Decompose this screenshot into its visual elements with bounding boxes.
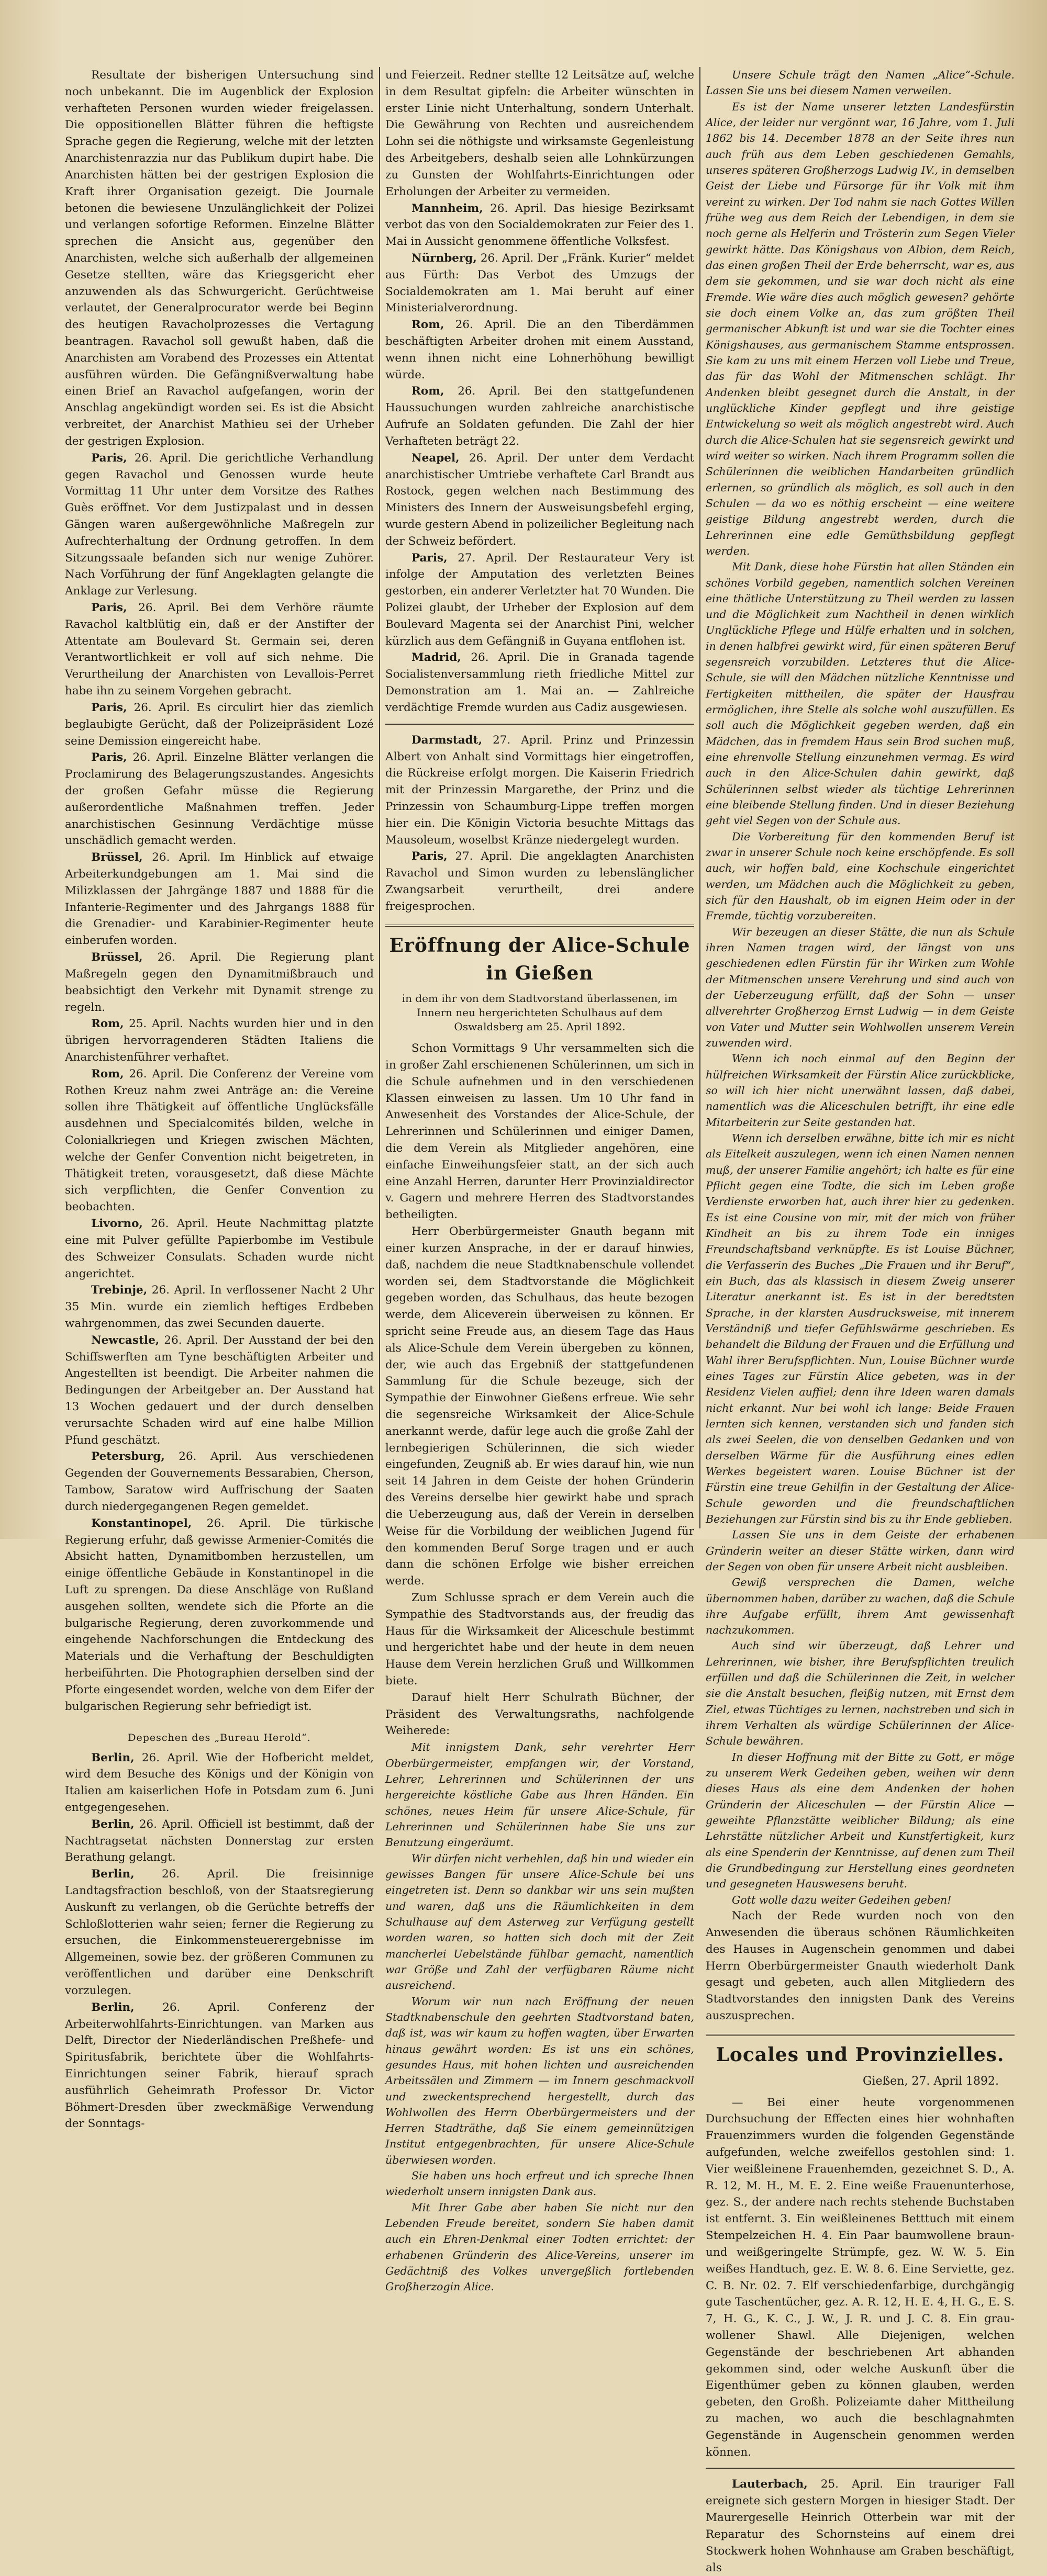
item-place: Rom,: [91, 1017, 124, 1031]
item-text: Zum Schlusse sprach er dem Verein auch die Sympathie des Stadtvorstands aus, der freudig das Haus für die Wirksamkeit der Aliceschule bestimmt und hergerichtet habe und der heute in dem neuen Hause dem Verein herzlichen Gruß und Willkommen biete.: [385, 1591, 694, 1688]
speech-text-continued: [706, 67, 1015, 1908]
item-text: Mit Ihrer Gabe aber haben Sie nicht nur den Lebenden Freude bereitet, sondern Sie haben damit auch ein Ehren-Denkmal einer Todten errichtet: der erhabenen Gründerin des Alice-Vereins, unserer im Gedächtniß des Volkes unvergeßlich fortlebenden Großherzogin Alice.: [385, 2201, 694, 2293]
item-text: 26. April. Der Ausstand der bei den Schiffswerften am Tyne beschäftigten Arbeiter und Angestellten ist beendigt. Die Arbeiter nahmen die Bedingungen der Arbeitgeber an. Der Ausstand hat 13 Wochen gedauert und der durch denselben verursachte Schaden wird auf eine halbe Million Pfund geschätzt.: [65, 1333, 374, 1447]
item-text: 26. April. Die gerichtliche Verhandlung gegen Ravachol und Genossen wurde heute Vormittag 11 Uhr unter dem Vorsitze des Rathes Guès eröffnet. Vor dem Justizpalast und in dessen Gängen waren außergewöhnliche Maßregeln zur Aufrechterhaltung der Ordnung getroffen. In dem Sitzungssaale befanden sich nur wenige Zuhörer. Nach Vorführung der fünf Angeklagten gelangte die Anklage zur Verlesung.: [65, 451, 374, 598]
news-item: [65, 1216, 374, 1282]
paragraph: [706, 1892, 1015, 1908]
paragraph: [706, 1638, 1015, 1749]
item-place: Petersburg,: [91, 1450, 165, 1464]
item-text: 26. April. Heute Nachmittag platzte eine mit Pulver gefüllte Papierbombe im Vestibule des Schweizer Consulats. Schaden wurde nicht angerichtet.: [65, 1217, 374, 1280]
paragraph: [706, 99, 1015, 559]
paragraph: [706, 559, 1015, 829]
news-dispatches-late: [385, 732, 694, 915]
news-item: [65, 1866, 374, 1999]
item-text: 26. April. Die türkische Regierung erfuhr, daß gewisse Armenier-Comités die Absicht hatten, Dynamitbomben herzustellen, um einige öffentliche Gebäude in Konstantinopel in die Luft zu sprengen. Da diese Anschläge von Rußland ausgehen sollten, wendete sich die Pforte an die bulgarische Regierung, deren zuvorkommende und eingehende Nachforschungen die Entdeckung des Materials und die Verhaftung der Beschuldigten herbeiführten. Die Photographien derselben sind der Pforte eingesendet worden, welche von dem Eifer der bulgarischen Regierung sehr befriedigt ist.: [65, 1516, 374, 1713]
item-place: Berlin,: [91, 1817, 135, 1831]
item-place: Paris,: [91, 601, 127, 614]
separator-double: [385, 925, 694, 927]
item-place: Paris,: [411, 551, 448, 565]
closing-paragraph: Nach der Rede wurden noch von den Anwesenden die überaus schönen Räumlichkeiten des Hauses in Augenschein genommen und dabei Herrn Oberbürgermeister Gnauth wiederholt Dank gesagt und gebeten, auch allen Mitgliedern des Stadtvorstandes den innigsten Dank des Vereins auszusprechen.: [706, 1909, 1015, 2022]
news-item: [65, 1999, 374, 2133]
item-text: 26. April. Das hiesige Bezirksamt verbot das von den Socialdemokraten zur Feier des 1. Mai in Aussicht genommene öffentliche Volksfest.: [385, 201, 694, 249]
item-place: Brüssel,: [91, 951, 143, 964]
news-item: [385, 250, 694, 317]
speech-text: [385, 1739, 694, 2294]
item-text: 26. April. Der unter dem Verdacht anarchistischer Umtriebe verhaftete Carl Brandt aus Rostock, gegen welchen nach Bestimmung des Ministers des Innern der Ausweisungsbefehl erging, wurde gestern Abend in polizeilicher Begleitung nach der Schweiz befördert.: [385, 451, 694, 548]
item-place: Madrid,: [411, 651, 461, 665]
article-body: [385, 1040, 694, 1739]
news-item: [385, 649, 694, 716]
paragraph: [385, 2200, 694, 2295]
news-item: [65, 1816, 374, 1866]
item-text: Sie haben uns hoch erfreut und ich spreche Ihnen wiederholt unsern innigsten Dank aus.: [385, 2169, 694, 2198]
herold-heading: Depeschen des „Bureau Herold“.: [128, 1732, 311, 1744]
paragraph: [385, 1739, 694, 1850]
item-place: Darmstadt,: [411, 733, 483, 747]
news-item: [65, 450, 374, 600]
item-place: Rom,: [91, 1067, 124, 1081]
item-text: Darauf hielt Herr Schulrath Büchner, der Präsident des Verwaltungsraths, nachfolgende Weiherede:: [385, 1691, 694, 1738]
item-text: 26. April. Wie der Hofbericht meldet, wird dem Besuche des Königs und der Königin von Italien am kaiserlichen Hofe in Potsdam zum 6. Juni entgegengesehen.: [65, 1751, 374, 1814]
item-place: Paris,: [91, 451, 127, 465]
paragraph: [706, 924, 1015, 1051]
separator-line: [385, 724, 694, 725]
item-place: Nürnberg,: [411, 251, 477, 265]
news-item: [65, 1515, 374, 1715]
item-text: 27. April. Die angeklagten Anarchisten Ravachol und Simon wurden zu lebenslänglicher Zwangsarbeit verurtheilt, drei andere freigesprochen.: [385, 850, 694, 913]
item-text: 27. April. Der Restaurateur Very ist infolge der Amputation des verletzten Beines gestorben, ein anderer Verletzter hat 70 Wunden. Die Polizei glaubt, der Urheber der Explosion auf dem Boulevard Magenta sei der Anarchist Pini, welcher kürzlich aus dem Gefängniß in Guyana entflohen ist.: [385, 551, 694, 648]
herold-dispatches: [65, 1750, 374, 2133]
item-text: Wenn ich noch einmal auf den Beginn der hülfreichen Wirksamkeit der Fürstin Alice zurückblicke, so will ich hier nicht unerwähnt lassen, daß dabei, namentlich was die Aliceschulen betrifft, ihr eine edle Mitarbeiterin zur Seite gestanden hat.: [706, 1052, 1015, 1129]
news-dispatches: [65, 67, 374, 1715]
column-3: [706, 67, 1015, 2574]
article-headline: Eröffnung der Alice-Schule in Gießen: [389, 934, 690, 984]
column-2: [385, 67, 694, 2293]
article-subheadline: in dem ihr von dem Stadtvorstand überlassenen, im Innern neu hergerichteten Schulhaus auf dem Oswaldsberg am 25. April 1892.: [402, 992, 678, 1033]
item-text: Gewiß versprechen die Damen, welche übernommen haben, darüber zu wachen, daß die Schule ihre Aufgabe erfüllt, ihrem Amt gewissenhaft nachzukommen.: [706, 1576, 1015, 1637]
paragraph: [65, 67, 374, 450]
news-item: [385, 450, 694, 550]
news-item: [385, 200, 694, 250]
paragraph: [385, 67, 694, 200]
item-text: 26. April. Die an den Tiberdämmen beschäftigten Arbeiter drohen mit einem Ausstand, wenn ihnen nicht eine Lohnerhöhung bewilligt würde.: [385, 318, 694, 381]
news-dispatches-continued: [385, 67, 694, 716]
item-place: Mannheim,: [411, 201, 483, 215]
news-item: [65, 1282, 374, 1332]
news-item: [65, 1016, 374, 1065]
item-text: Lassen Sie uns in dem Geiste der erhabenen Gründerin weiter an dieser Stätte wirken, dann wird der Segen von oben für unsere Arbeit nicht ausbleiben.: [706, 1528, 1015, 1573]
paragraph: [706, 2095, 1015, 2461]
paragraph: [385, 1851, 694, 1994]
news-item: [65, 949, 374, 1016]
item-text: Wir dürfen nicht verhehlen, daß hin und wieder ein gewisses Bangen für unsere Alice-Schule bei uns eingetreten ist. Denn so dankbar wir uns sein mußten und waren, daß uns die Räumlichkeiten in dem Schulhause auf dem Asterweg zur Verfügung gestellt worden waren, so hatten sich doch mit der Zeit mancherlei Uebelstände fühlbar gemacht, namentlich war Größe und Zahl der verfügbaren Räume nicht ausreichend.: [385, 1852, 694, 1992]
item-text: 26. April. Aus verschiedenen Gegenden der Gouvernements Bessarabien, Cherson, Tambow, Saratow wird Auffrischung der Saaten durch niedergegangenen Regen gemeldet.: [65, 1450, 374, 1513]
dateline: Gießen, 27. April 1892.: [862, 2075, 999, 2088]
item-place: Neapel,: [411, 451, 460, 465]
item-place: Berlin,: [91, 1868, 135, 1881]
news-item: [65, 1750, 374, 1816]
paragraph: [706, 1130, 1015, 1527]
item-place: Newcastle,: [91, 1333, 160, 1347]
item-text: 26. April. Conferenz der Arbeiterwohlfahrts-Einrichtungen. van Marken aus Delft, Director der Niederländischen Preßhefe- und Spiritusfabrik, berichtete über die Wohlfahrts-Einrichtungen seiner Fabrik, hierauf sprach ausführlich Geheimrath Professor Dr. Victor Böhmert-Dresden über zweckmäßige Verwendung der Sonntags-: [65, 2000, 374, 2131]
item-place: Livorno,: [91, 1217, 143, 1231]
item-text: 27. April. Prinz und Prinzessin Albert von Anhalt sind Vormittags hier eingetroffen, die Rückreise erfolgt morgen. Die Kaiserin Friedrich mit der Prinzessin Margarethe, der Prinz und die Prinzessin von Schaumburg-Lippe treffen morgen hier ein. Die Königin Victoria besuchte Mittags das Mausoleum, woselbst Kränze niedergelegt wurden.: [385, 733, 694, 847]
item-text: Mit innigstem Dank, sehr verehrter Herr Oberbürgermeister, empfangen wir, der Vorstand, Lehrer, Lehrerinnen und Schülerinnen der uns hergereichte köstliche Gabe aus Ihren Händen. Ein schönes, neues Heim für unsere Alice-Schule, für Lehrerinnen und Schülerinnen habe Sie uns zur Benutzung eingeräumt.: [385, 1741, 694, 1849]
item-text: 26. April. Es circulirt hier das ziemlich beglaubigte Gerücht, daß der Polizeipräsident Lozé seine Demission eingereicht habe.: [65, 701, 374, 748]
paragraph: [706, 1051, 1015, 1130]
news-item: [65, 849, 374, 949]
news-item: [385, 848, 694, 915]
paragraph: [706, 67, 1015, 99]
item-place: Berlin,: [91, 2000, 135, 2014]
paragraph: [385, 1223, 694, 1590]
item-text: 26. April. Die Regierung plant Maßregeln gegen den Dynamitmißbrauch und beabsichtigt den Verkehr mit Dynamit strenge zu regeln.: [65, 951, 374, 1014]
item-text: Die Vorbereitung für den kommenden Beruf ist zwar in unserer Schule noch keine erschöpfende. Es soll auch, wir hoffen bald, eine Kochschule eingerichtet werden, um Mädchen auch die Möglichkeit zu geben, sich für den Haushalt, ob im eignen Heim oder in der Fremde, tüchtig vorzubereiten.: [706, 830, 1015, 923]
separator-line: [706, 2468, 1015, 2469]
item-place: Rom,: [411, 318, 444, 332]
item-text: 26. April. Die freisinnige Landtagsfraction beschloß, von der Staatsregierung Auskunft zu verlangen, ob die Gerüchte betreffs der Schloßlotterien wahr seien; ferner die Regierung zu ersuchen, die Einkommensteuerergebnisse im Allgemeinen, sowie bez. der größeren Communen zu veröffentlichen und darüber eine Denkschrift vorzulegen.: [65, 1868, 374, 1997]
item-place: Rom,: [411, 385, 444, 398]
item-text: 26. April. Die Conferenz der Vereine vom Rothen Kreuz nahm zwei Anträge an: die Vereine sollen ihre Thätigkeit auf öffentliche Unglücksfälle ausdehnen und Specialcomités bilden, welche in Colonialkriegen und Kriegen zwischen Mächten, welche der Genfer Convention nicht beigetreten, in Thätigkeit treten, vorausgesetzt, daß diese Mächte sich verpflichten, die Genfer Convention zu beobachten.: [65, 1067, 374, 1214]
news-item: [65, 749, 374, 849]
item-text: und Feierzeit. Redner stellte 12 Leitsätze auf, welche in dem Resultat gipfeln: die Arbeiter wünschten in erster Linie nicht Unterhaltung, sondern Unterhalt. Die Gewährung von Rechten und ausreichendem Lohn sei die nöthigste und wirksamste Gegenleistung des Arbeitgebers, deshalb seien alle Lohnkürzungen zu Gunsten der Wohlfahrts-Einrichtungen oder Erholungen der Arbeiter zu vermeiden.: [385, 69, 694, 198]
news-item: [65, 1448, 374, 1515]
item-text: 25. April. Nachts wurden hier und in den übrigen hervorragenderen Städten Italiens die Anarchistenführer verhaftet.: [65, 1017, 374, 1064]
item-text: 26. April. Officiell ist bestimmt, daß der Nachtragsetat nächsten Donnerstag zur ersten Berathung gelangt.: [65, 1817, 374, 1864]
column-rule: [699, 67, 700, 1528]
item-text: Schon Vormittags 9 Uhr versammelten sich die in großer Zahl erschienenen Schülerinnen, um sich in die Schule aufnehmen und in den verschiedenen Klassen einweisen zu lassen. Um 10 Uhr fand in Anwesenheit des Vorstandes der Alice-Schule, der Lehrerinnen und Schülerinnen und einiger Damen, die dem Verein als Mitglieder angehören, eine einfache Einweihungsfeier statt, an der sich auch eine Anzahl Herren, darunter Herr Provinzialdirector v. Gagern und mehrere Herren des Stadtvorstandes betheiligten.: [385, 1042, 694, 1222]
item-text: Worum wir nun nach Eröffnung der neuen Stadtknabenschule den geehrten Stadtvorstand baten, daß ist, was wir kaum zu hoffen wagten, über Erwarten hinaus gewährt worden: Es ist uns ein schönes, gesundes Haus, mit hohen lichten und ausreichenden Arbeitssälen und Zimmern — im Innern geschmackvoll und zweckentsprechend hergestellt, durch das Wohlwollen des Herrn Oberbürgermeisters und der Herren Stadträthe, daß Sie einem gemeinnützigen Institut entgegenbrachten, für unsere Alice-Schule überwiesen worden.: [385, 1995, 694, 2166]
item-place: Paris,: [91, 701, 127, 714]
item-place: Berlin,: [91, 1751, 135, 1764]
news-item: [385, 317, 694, 383]
columns: [65, 67, 1022, 2574]
item-text: 26. April. Bei dem Verhöre räumte Ravachol kaltblütig ein, daß er der Anstifter der Attentate am Boulevard St. Germain sei, deren Verantwortlichkeit er voll auf sich nehme. Die Verurtheilung der Anarchisten von Levallois-Perret habe ihn zu seinem Vorgehen gebracht.: [65, 601, 374, 698]
item-place: Paris,: [91, 751, 127, 764]
item-text: — Bei einer heute vorgenommenen Durchsuchung der Effecten eines hier wohnhaften Frauenzimmers wurden die folgenden Gegenstände aufgefunden, welche zweifellos gestohlen sind: 1. Vier weißleinene Frauenhemden, gezeichnet S. D., A. R. 12, M. H., M. E. 2. Eine weiße Frauenunterhose, gez. S., der andere nach rechts stehende Buchstaben ist entfernt. 3. Ein weißleinenes Betttuch mit einem Stempelzeichen H. 4. Ein Paar baumwollene braun- und weißgeringelte Strümpfe, gez. W. W. 5. Ein weißes Handtuch, gez. E. W. 8. 6. Eine Serviette, gez. C. B. Nr. 02. 7. Elf verschiedenfarbige, durchgängig gute Taschentücher, gez. A. R. 12, H. E. 4, H. G., E. S. 7, H. G., K. C., J. W., J. R. und J. C. 8. Ein grau-wollener Shawl. Alle Diejenigen, welchen Gegenstände der beschriebenen Art abhanden gekommen sind, oder welche Auskunft über die Eigenthümer geben zu können glauben, werden gebeten, den Großh. Polizeiamte daher Mittheilung zu machen, wo auch die beschlagnahmten Gegenstände in Augenschein genommen werden können.: [706, 2096, 1015, 2459]
item-place: Brüssel,: [91, 851, 143, 864]
item-place: Paris,: [411, 850, 448, 863]
item-text: 26. April. Im Hinblick auf etwaige Arbeiterkundgebungen am 1. Mai sind die Milizklassen der Jahrgänge 1887 und 1888 für die Infanterie-Regimenter und des Jahrgangs 1888 für die Grenadier- und Karabinier-Regimenter heute einberufen worden.: [65, 851, 374, 948]
item-text: Mit Dank, diese hohe Fürstin hat allen Ständen ein schönes Vorbild gegeben, namentlich solchen Vereinen eine thätliche Unterstützung zu Theil werden zu lassen und die Möglichkeit zum Nachtheil in denen wirklich Unglückliche Pflege und Hülfe erhalten und in solchen, in denen halbfrei gewirkt wird, für einen späteren Beruf segensreich vorzubilden. Letzteres thut die Alice-Schule, sie will den Mädchen nützliche Kenntnisse und Fertigkeiten mittheilen, die später der Hausfrau ermöglichen, ihre Stelle als solche wohl auszufüllen. Es soll auch die Möglichkeit gegeben werden, daß ein Mädchen, das in fremdem Haus sein Brod suchen muß, eine ehrenvolle Stellung einzunehmen vermag. Es wird auch in den Alice-Schulen dahin gewirkt, daß Schülerinnen selbst wieder als tüchtige Lehrerinnen eine bleibende Stellung finden. Und in dieser Beziehung geht viel Segen von der Schule aus.: [706, 560, 1015, 827]
item-text: Resultate der bisherigen Untersuchung sind noch unbekannt. Die im Augenblick der Explosion verhafteten Personen wurden wieder freigelassen. Die oppositionellen Blätter führen die heftigste Sprache gegen die Regierung, welche mit der letzten Anarchistenrazzia nur das Publikum dupirt habe. Die Anarchisten hätten bei der gestrigen Explosion die Kraft ihrer Organisation gezeigt. Die Journale betonen die bewiesene Unzulänglichkeit der Polizei und verlangen sofortige Reformen. Einzelne Blätter sprechen die Ansicht aus, gegenüber den Anarchisten, welche sich außerhalb der allgemeinen Gesetze stellten, wäre das Kriegsgericht eher anzuwenden als das Schwurgericht. Gerüchtweise verlautet, der Generalprocurator werde bei Beginn des heutigen Ravacholprozesses die Vertagung beantragen. Ravachol soll gewußt haben, daß die Anarchisten am Vorabend des Prozesses ein Attentat ausführen würden. Die Gefängnißverwaltung habe einen Brief an Ravachol aufgefangen, worin der Anschlag angekündigt worden sei. Es ist die Absicht verbreitet, der Anarchist Mathieu sei der Urheber der gestrigen Explosion.: [65, 69, 374, 448]
paragraph: [385, 1590, 694, 1690]
item-place: Trebinje,: [91, 1284, 148, 1297]
paragraph: [385, 2168, 694, 2200]
news-item: [706, 2476, 1015, 2576]
item-text: Wenn ich derselben erwähne, bitte ich mir es nicht als Eitelkeit auszulegen, wenn ich einen Namen nennen muß, der unserer Familie angehört; ich halte es für eine Pflicht gegen eine Todte, die sich im Leben große Verdienste erworben hat, auch ihrer hier zu gedenken. Es ist eine Cousine von mir, mit der mich von früher Kindheit an bis zu ihrem Tode ein inniges Freundschaftsband verknüpfte. Es ist Louise Büchner, die Verfasserin des Buches „Die Frauen und ihr Beruf“, ein Buch, das als klassisch in diesem Zweig unserer Literatur anerkannt ist. Es ist in der beredtsten Sprache, in der klarsten Ausdrucksweise, mit innerem Verständniß und tiefer Gefühlswärme geschrieben. Es behandelt die Bildung der Frauen und die Erfüllung und Wahl ihrer Berufspflichten. Nun, Louise Büchner wurde eines Tages zur Fürstin Alice gebeten, was in der Residenz Vielen auffiel; denn ihre Ideen waren damals nicht erkannt. Nur bei wohl ich lange: Beide Frauen lernten sich kennen, verstanden sich und fanden sich als zwei Seelen, die von denselben Gedanken und von derselben Wärme für die Ausführung eines edlen Werkes begeistert waren. Louise Büchner ist der Fürstin eine treue Gehilfin in der Gestaltung der Alice-Schule geworden und die freundschaftlichen Beziehungen zur Fürstin sind bis zu ihr Ende geblieben.: [706, 1131, 1015, 1525]
paragraph: [706, 1527, 1015, 1574]
news-item: [385, 550, 694, 650]
item-text: Gott wolle dazu weiter Gedeihen geben!: [732, 1893, 952, 1906]
locales-body: [706, 2095, 1015, 2461]
paragraph: [385, 1040, 694, 1223]
item-text: 26. April. Die in Granada tagende Socialistenversammlung rieth friedliche Mittel zur Demonstration am 1. Mai an. — Zahlreiche verdächtige Fremde wurden aus Cadiz ausgewiesen.: [385, 651, 694, 714]
item-place: Lauterbach,: [732, 2478, 808, 2491]
item-text: In dieser Hoffnung mit der Bitte zu Gott, er möge zu unserem Werk Gedeihen geben, weihen wir denn dieses Haus als eine dem Andenken der hohen Gründerin der Aliceschulen — der Fürstin Alice — geweihte Pflanzstätte weiblicher Bildung; als eine Lehrstätte nützlicher Arbeit und Kunstfertigkeit, kurz als eine Spenderin der Kenntnisse, auf denen zum Theil die Grundbedingung zur Herstellung eines geordneten und gesegneten Hauswesens beruht.: [706, 1750, 1015, 1891]
news-item: [65, 1066, 374, 1216]
item-text: 26. April. Der „Fränk. Kurier“ meldet aus Fürth: Das Verbot des Umzugs der Socialdemokraten am 1. Mai beruht auf einer Ministerialverordnung.: [385, 251, 694, 315]
paragraph: [706, 1749, 1015, 1892]
item-text: Wir bezeugen an dieser Stätte, die nun als Schule ihren Namen tragen wird, der längst von uns geschiedenen edlen Fürstin für ihr Wirken zum Wohle der Mitmenschen unsere Verehrung und sind auch von der Ueberzeugung erfüllt, daß der Sohn — unser allverehrter Großherzog Ernst Ludwig — in dem Geiste von Vater und Mutter sein Wohlwollen unserem Verein zuwenden wird.: [706, 925, 1015, 1050]
paragraph: [385, 1690, 694, 1739]
item-text: Unsere Schule trägt den Namen „Alice“-Schule. Lassen Sie uns bei diesem Namen verweilen.: [706, 69, 1015, 97]
column-1: [65, 67, 374, 2131]
separator-double: [706, 2034, 1015, 2036]
item-text: Herr Oberbürgermeister Gnauth begann mit einer kurzen Ansprache, in der er darauf hinwies, daß, nachdem die neue Stadtknabenschule vollendet worden sei, dem Stadtvorstande die Möglichkeit gegeben worden, das Schulhaus, das heute bezogen werde, dem Aliceverein überweisen zu können. Er spricht seine Freude aus, an diesem Tage das Haus als Alice-Schule dem Verein übergeben zu können, der, wie auch das Ergebniß der stattgefundenen Sammlung für die Schule bezeuge, sich der Sympathie der Einwohner Gießens erfreue. Wie sehr die segensreiche Wirksamkeit der Alice-Schule anerkannt werde, dafür lege auch die große Zahl der lernbegierigen Schülerinnen, die sich wieder eingefunden, Zeugniß ab. Er wies darauf hin, wie nun seit 14 Jahren in dem Geiste der hohen Gründerin des Vereins derselbe hier gewirkt habe und sprach die Ueberzeugung aus, daß der Verein in derselben Weise für die Vorbildung der weiblichen Jugend für den kommenden Beruf Sorge tragen und er auch dann die schönen Erfolge wie bisher erreichen werde.: [385, 1225, 694, 1588]
news-item: [385, 732, 694, 849]
item-place: Konstantinopel,: [91, 1516, 192, 1530]
item-text: 26. April. Bei den stattgefundenen Haussuchungen wurden zahlreiche anarchistische Aufrufe an Soldaten gefunden. Die Zahl der hier Verhafteten beträgt 22.: [385, 385, 694, 448]
column-rule: [379, 67, 380, 1528]
item-text: 26. April. Einzelne Blätter verlangen die Proclamirung des Belagerungszustandes. Angesichts der großen Gefahr müsse die Regierung außerordentliche Maßnahmen treffen. Jeder anarchistischen Gesinnung Verdächtige müsse unschädlich gemacht werden.: [65, 751, 374, 848]
paragraph: [706, 829, 1015, 924]
news-item: [65, 600, 374, 700]
news-item: [65, 700, 374, 749]
paragraph: [706, 1574, 1015, 1638]
item-text: 25. April. Ein trauriger Fall ereignete sich gestern Morgen in hiesiger Stadt. Der Maurergeselle Heinrich Otterbein war mit der Reparatur des Schornsteins auf einem drei Stockwerk hohen Wohnhause am Graben beschäftigt, als: [706, 2478, 1015, 2574]
paragraph: [385, 1994, 694, 2168]
news-item: [385, 383, 694, 449]
item-text: Auch sind wir überzeugt, daß Lehrer und Lehrerinnen, wie bisher, ihre Berufspflichten treulich erfüllen und daß die Schülerinnen die Zeit, in welcher sie die Anstalt besuchen, fleißig nutzen, mit Ernst dem Ziel, etwas Tüchtiges zu lernen, nachstreben und sich in ihrem Verhalten als würdige Schülerinnen der Alice-Schule bewähren.: [706, 1639, 1015, 1748]
section-heading-locales: Locales und Provinzielles.: [716, 2043, 1005, 2066]
news-item: [65, 1332, 374, 1449]
item-text: Es ist der Name unserer letzten Landesfürstin Alice, der leider nur vergönnt war, 16 Jahre, vom 1. Juli 1862 bis 14. December 1878 an der Seite ihres nun auch früh aus dem Leben geschiedenen Gemahls, unseres späteren Großherzogs Ludwig IV., in demselben Geist der Liebe und Fürsorge für ihr Volk mit ihm vereint zu wirken. Der Tod nahm sie nach Gottes Willen frühe weg aus dem Reich der Lebendigen, in dem sie noch gerne als Helferin und Trösterin zum Segen Vieler gewirkt hätte. Das Königshaus von Albion, dem Reich, das einen großen Theil der Erde beherrscht, war es, aus dem sie gekommen, und sie war doch nicht als eine Fremde. Wie wäre dies auch möglich gewesen? gehörte sie doch einem Volke an, das zum größten Theil germanischer Abkunft ist und war sie die Tochter eines Königshauses, aus germanischem Stamme entsprossen. Sie kam zu uns mit einem Herzen voll Liebe und Treue, das für das Wohl der Mitmenschen schlägt. Ihr Andenken bleibt gesegnet durch die Anstalt, in der unglückliche Kinder gepflegt und ihre geistige Entwickelung so weit als möglich angestrebt wird. Auch durch die Alice-Schulen hat sie segensreich gewirkt und wird weiter so wirken. Nach ihrem Programm sollen die Schülerinnen die weiblichen Handarbeiten gründlich erlernen, so gründlich als möglich, es soll auch in den Schulen — da wo es nöthig erscheint — eine weitere geistige Bildung angestrebt werden, durch die Lehrerinnen eine edle Gemüthsbildung gepflegt werden.: [706, 100, 1015, 557]
item-text: 26. April. In verflossener Nacht 2 Uhr 35 Min. wurde ein ziemlich heftiges Erdbeben wahrgenommen, das zwei Secunden dauerte.: [65, 1284, 374, 1330]
